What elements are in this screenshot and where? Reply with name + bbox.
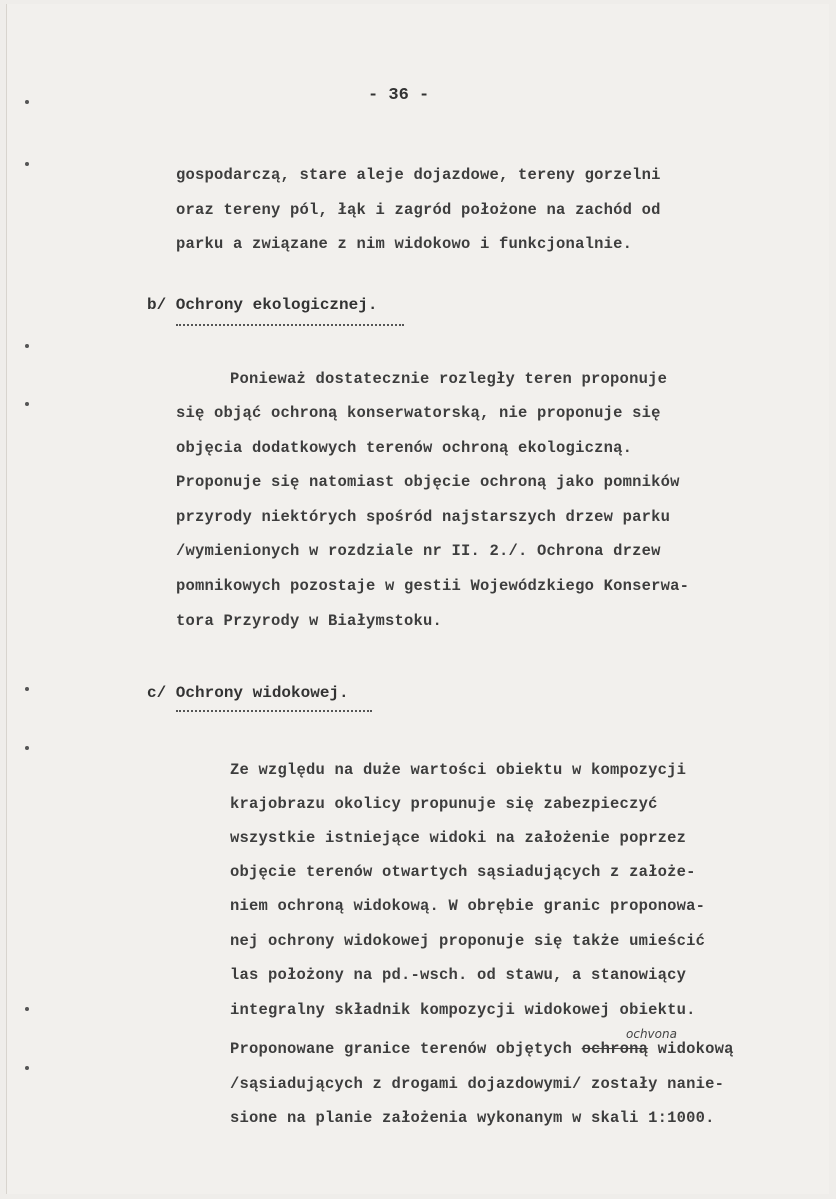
page-number: - 36 - [368,86,430,105]
text-line: Ponieważ dostatecznie rozległy teren proponuje [230,370,668,388]
text-line: /sąsiadujących z drogami dojazdowymi/ zostały nanie- [230,1075,725,1093]
struck-word: ochroną [581,1040,649,1058]
section-heading-c: c/ Ochrony widokowej. [147,684,349,702]
text-line: sione na planie założenia wykonanym w skali 1:1000. [230,1109,715,1127]
punch-hole [25,1066,29,1070]
punch-hole [25,100,29,104]
text-line: przyrody niektórych spośród najstarszych drzew parku [176,508,671,526]
text-line: pomnikowych pozostaje w gestii Wojewódzkiego Konserwa- [176,577,690,595]
text-line: las położony na pd.-wsch. od stawu, a stanowiący [230,966,687,984]
text-line: krajobrazu okolicy propunuje się zabezpieczyć [230,795,658,813]
punch-hole [25,344,29,348]
text-line: parku a związane z nim widokowo i funkcjonalnie. [176,235,633,253]
text-line: Proponuje się natomiast objęcie ochroną jako pomników [176,473,680,491]
text-line: Ze względu na duże wartości obiektu w kompozycji [230,761,687,779]
text-line [230,1040,734,1058]
text-line: nej ochrony widokowej proponuje się także umieścić [230,932,706,950]
heading-underline [176,710,372,712]
text-line: oraz tereny pól, łąk i zagród położone na zachód od [176,201,661,219]
handwritten-note: ochvona [626,1027,677,1041]
punch-hole [25,746,29,750]
text-line: objęcie terenów otwartych sąsiadujących z założe- [230,863,696,881]
text-line: /wymienionych w rozdziale nr II. 2./. Ochrona drzew [176,542,661,560]
section-heading-b: b/ Ochrony ekologicznej. [147,296,378,314]
text-line: gospodarczą, stare aleje dojazdowe, tereny gorzelni [176,166,661,184]
text-line: się objąć ochroną konserwatorską, nie proponuje się [176,404,661,422]
text-line: tora Przyrody w Białymstoku. [176,612,443,630]
punch-hole [25,1007,29,1011]
heading-underline [176,324,404,326]
text-line: objęcia dodatkowych terenów ochroną ekologiczną. [176,439,633,457]
punch-hole [25,687,29,691]
text-line: integralny składnik kompozycji widokowej obiektu. [230,1001,696,1019]
text-line: niem ochroną widokową. W obrębie granic proponowa- [230,897,706,915]
punch-hole [25,162,29,166]
text-line: wszystkie istniejące widoki na założenie poprzez [230,829,687,847]
text-segment: widokową [657,1040,734,1058]
punch-hole [25,402,29,406]
text-segment: Proponowane granice terenów objętych [230,1040,573,1058]
